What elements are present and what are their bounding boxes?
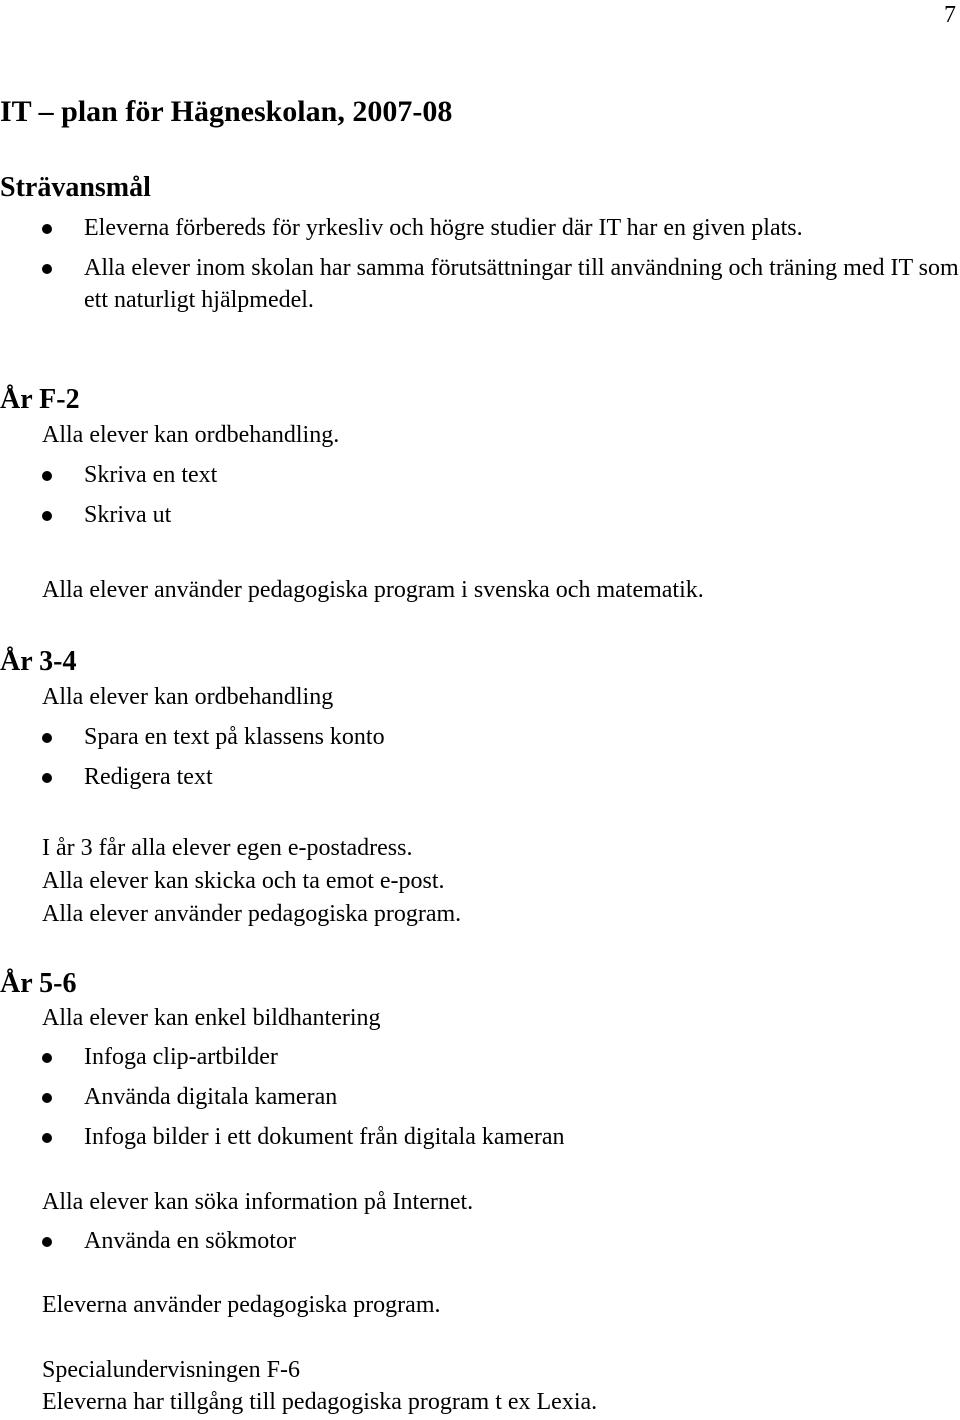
outro-text: Alla elever använder pedagogiska program i svenska och matematik. xyxy=(42,577,704,603)
special-title: Specialundervisningen F-6 xyxy=(42,1357,300,1383)
text-line: Alla elever använder pedagogiska program. xyxy=(42,901,462,927)
page-number: 7 xyxy=(944,2,956,28)
text-line: Alla elever kan skicka och ta emot e-post. xyxy=(42,868,445,894)
bullet-icon xyxy=(42,471,52,481)
text-line: Eleverna använder pedagogiska program. xyxy=(42,1292,441,1318)
list-item xyxy=(42,212,960,244)
document-title: IT – plan för Hägneskolan, 2007-08 xyxy=(0,95,453,128)
list-item-text: Infoga clip-artbilder xyxy=(84,1044,278,1070)
bullet-icon xyxy=(42,1237,52,1247)
text-line: Alla elever kan söka information på Internet. xyxy=(42,1189,474,1215)
bullet-icon xyxy=(42,224,52,234)
list-item-text: Skriva en text xyxy=(84,462,218,488)
list-item xyxy=(42,252,960,316)
bullet-icon xyxy=(42,1133,52,1143)
heading-ar-f2: År F-2 xyxy=(0,384,80,415)
list-item-text: Använda en sökmotor xyxy=(84,1228,296,1254)
heading-stravansmal: Strävansmål xyxy=(0,172,151,203)
special-text: Eleverna har tillgång till pedagogiska program t ex Lexia. xyxy=(42,1389,598,1415)
bullet-icon xyxy=(42,511,52,521)
list-item-text: Eleverna förbereds för yrkesliv och högre studier där IT har en given plats. xyxy=(84,215,803,241)
list-item-text: Alla elever inom skolan har samma förutsättningar till användning och träning med IT som ett naturligt hjälpmedel. xyxy=(84,255,959,313)
list-item-text: Använda digitala kameran xyxy=(84,1084,338,1110)
heading-ar-56: År 5-6 xyxy=(0,968,77,999)
bullet-icon xyxy=(42,1053,52,1063)
heading-ar-34: År 3-4 xyxy=(0,646,77,677)
intro-text: Alla elever kan ordbehandling. xyxy=(42,422,340,448)
list-item-text: Infoga bilder i ett dokument från digitala kameran xyxy=(84,1124,565,1150)
bullet-icon xyxy=(42,733,52,743)
list-item-text: Redigera text xyxy=(84,764,213,790)
list-item-text: Spara en text på klassens konto xyxy=(84,724,385,750)
list-item-text: Skriva ut xyxy=(84,502,172,528)
intro-text: Alla elever kan ordbehandling xyxy=(42,684,334,710)
bullet-icon xyxy=(42,773,52,783)
text-line: I år 3 får alla elever egen e-postadress. xyxy=(42,835,413,861)
bullet-icon xyxy=(42,1093,52,1103)
bullet-icon xyxy=(42,264,52,274)
intro-text: Alla elever kan enkel bildhantering xyxy=(42,1005,381,1031)
